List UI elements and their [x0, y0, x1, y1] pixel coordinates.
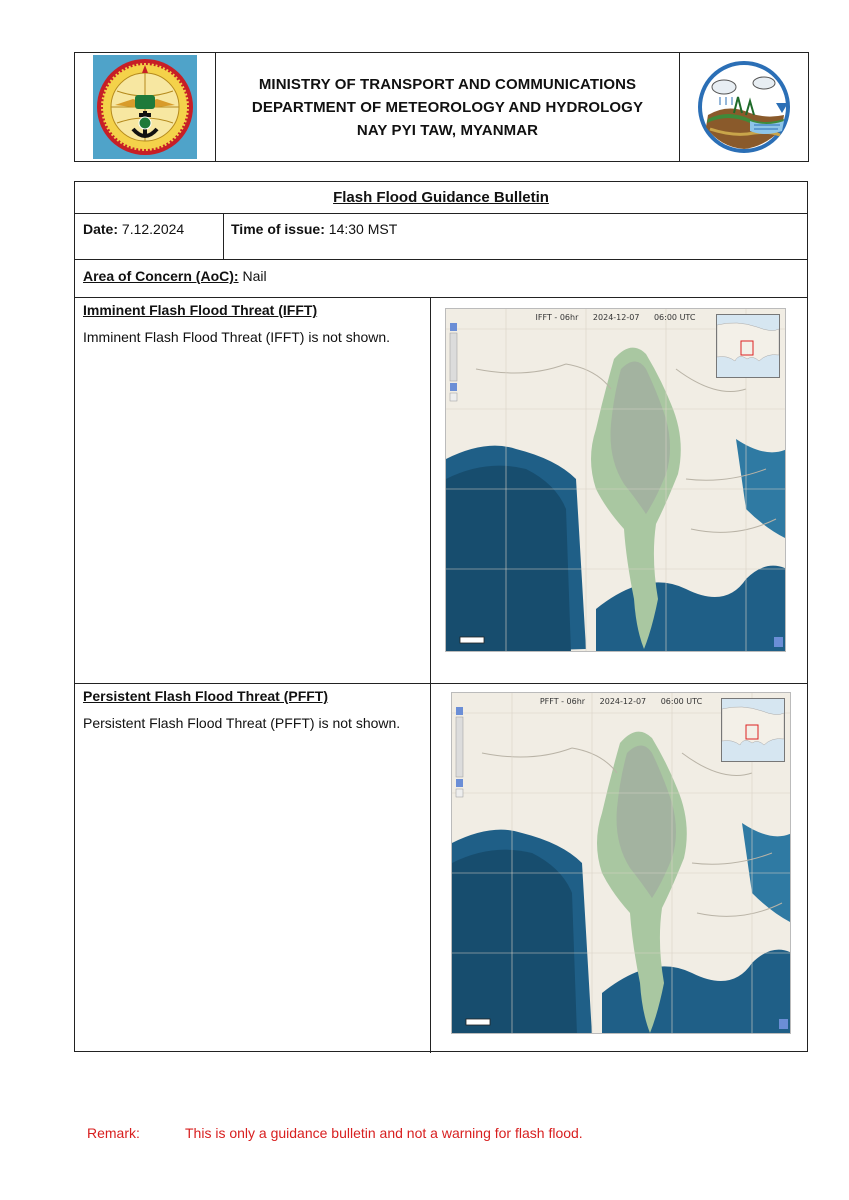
ministry-name: MINISTRY OF TRANSPORT AND COMMUNICATIONS: [258, 75, 637, 93]
date-divider: [223, 214, 224, 260]
pfft-map: [451, 692, 791, 1034]
location-name: NAY PYI TAW, MYANMAR: [356, 121, 539, 139]
ifft-map: [445, 308, 786, 652]
pfft-map-cell: [431, 684, 807, 1053]
remark-text: This is only a guidance bulletin and not a warning for flash flood.: [185, 1125, 583, 1141]
date-value: 7.12.2024: [118, 221, 185, 237]
water-cycle-logo-icon: [694, 57, 794, 157]
date-label: Date:: [83, 221, 119, 237]
ifft-map-date: 2024-12-07: [592, 313, 640, 322]
pfft-text-cell: [75, 684, 431, 1053]
remark-label: Remark:: [87, 1125, 140, 1141]
ministry-emblem-icon: [93, 55, 197, 159]
ifft-section: [75, 298, 807, 684]
aoc-row: [75, 260, 807, 298]
date-row: [75, 214, 807, 260]
aoc-label: Area of Concern (AoC):: [83, 268, 239, 284]
date-field: [83, 221, 184, 237]
bulletin-table: [74, 181, 808, 1052]
pfft-map-time: 06:00 UTC: [660, 697, 703, 706]
time-value: 14:30 MST: [324, 221, 398, 237]
ifft-map-inset: [716, 314, 780, 378]
letterhead-title: [216, 53, 679, 161]
ifft-text: Imminent Flash Flood Threat (IFFT) is not shown.: [83, 329, 391, 345]
pfft-map-product: PFFT - 06hr: [539, 697, 586, 706]
right-logo-cell: [679, 53, 808, 161]
pfft-section: [75, 684, 807, 1053]
bulletin-title: Flash Flood Guidance Bulletin: [75, 182, 807, 214]
pfft-text: Persistent Flash Flood Threat (PFFT) is not shown.: [83, 715, 401, 731]
letterhead: [74, 52, 809, 162]
pfft-title: Persistent Flash Flood Threat (PFFT): [83, 688, 329, 704]
time-field: [231, 221, 397, 237]
left-logo-cell: [75, 53, 216, 161]
ifft-map-cell: [431, 298, 807, 683]
pfft-map-date: 2024-12-07: [599, 697, 647, 706]
ifft-map-time: 06:00 UTC: [653, 313, 696, 322]
ifft-text-cell: [75, 298, 431, 683]
time-label: Time of issue:: [231, 221, 325, 237]
ifft-map-product: IFFT - 06hr: [535, 313, 579, 322]
aoc-value: Nail: [238, 268, 267, 284]
pfft-map-inset: [721, 698, 785, 762]
department-name: DEPARTMENT OF METEOROLOGY AND HYDROLOGY: [251, 98, 644, 116]
ifft-title: Imminent Flash Flood Threat (IFFT): [83, 302, 318, 318]
